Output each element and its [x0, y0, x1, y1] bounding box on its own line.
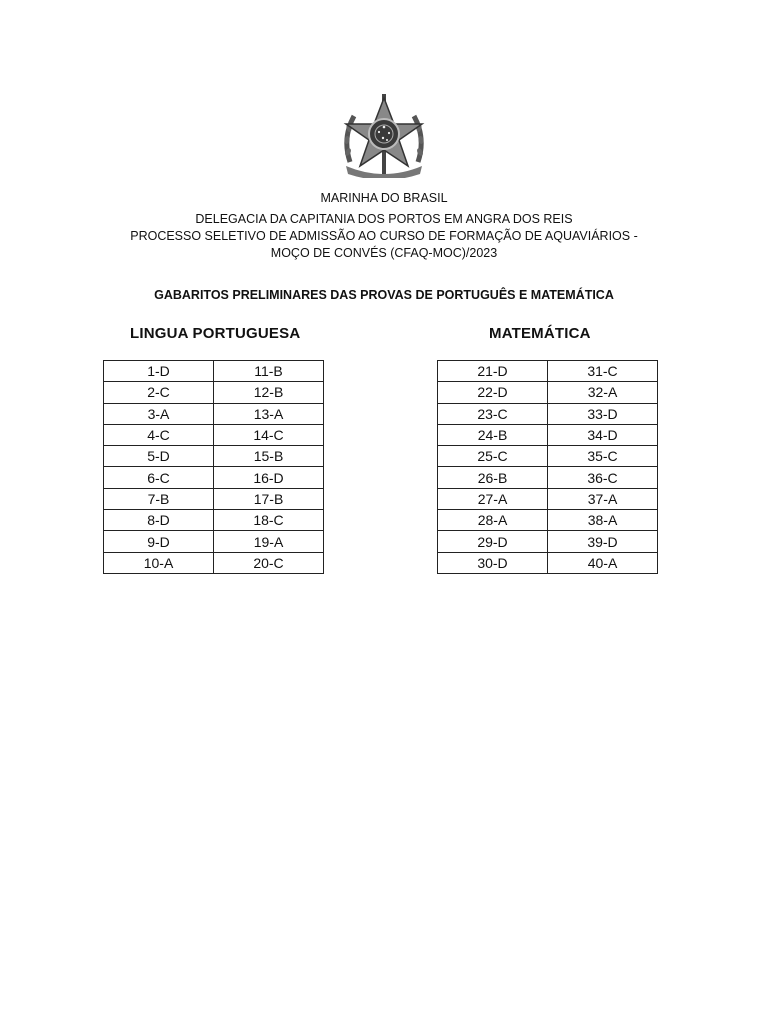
answer-cell: 3-A — [104, 403, 214, 424]
table-row — [104, 403, 324, 424]
answer-cell: 14-C — [214, 424, 324, 445]
answer-cell: 23-C — [438, 403, 548, 424]
table-row — [438, 446, 658, 467]
answer-cell: 24-B — [438, 424, 548, 445]
answer-cell: 35-C — [548, 446, 658, 467]
header-block — [0, 211, 768, 262]
table-row — [104, 552, 324, 573]
answer-cell: 11-B — [214, 361, 324, 382]
coat-of-arms-seal — [336, 92, 432, 178]
table-row — [438, 424, 658, 445]
answer-cell: 16-D — [214, 467, 324, 488]
answer-cell: 18-C — [214, 510, 324, 531]
answer-cell: 12-B — [214, 382, 324, 403]
table-row — [104, 488, 324, 509]
answer-cell: 25-C — [438, 446, 548, 467]
answer-cell: 38-A — [548, 510, 658, 531]
answer-cell: 33-D — [548, 403, 658, 424]
answer-cell: 22-D — [438, 382, 548, 403]
answer-cell: 21-D — [438, 361, 548, 382]
header-line-processo: PROCESSO SELETIVO DE ADMISSÃO AO CURSO DE FORMAÇÃO DE AQUAVIÁRIOS - — [130, 229, 638, 243]
answer-cell: 10-A — [104, 552, 214, 573]
document-title: GABARITOS PRELIMINARES DAS PROVAS DE PORTUGUÊS E MATEMÁTICA — [154, 288, 614, 302]
header-line-delegacia: DELEGACIA DA CAPITANIA DOS PORTOS EM ANGRA DOS REIS — [195, 212, 573, 226]
section-title-matematica: MATEMÁTICA — [489, 325, 591, 342]
table-row — [104, 361, 324, 382]
table-row — [104, 467, 324, 488]
organization-name: MARINHA DO BRASIL — [320, 191, 448, 205]
answer-cell: 37-A — [548, 488, 658, 509]
answer-cell: 7-B — [104, 488, 214, 509]
answer-cell: 8-D — [104, 510, 214, 531]
answer-table-lingua-portuguesa — [103, 360, 324, 574]
table-row — [438, 382, 658, 403]
table-row — [104, 382, 324, 403]
answer-cell: 40-A — [548, 552, 658, 573]
answer-cell: 26-B — [438, 467, 548, 488]
table-row — [438, 552, 658, 573]
answer-cell: 36-C — [548, 467, 658, 488]
answer-cell: 6-C — [104, 467, 214, 488]
table-row — [104, 510, 324, 531]
table-row — [438, 510, 658, 531]
answer-cell: 15-B — [214, 446, 324, 467]
answer-cell: 20-C — [214, 552, 324, 573]
table-row — [438, 361, 658, 382]
table-row — [104, 446, 324, 467]
answer-cell: 2-C — [104, 382, 214, 403]
answer-cell: 1-D — [104, 361, 214, 382]
answer-cell: 29-D — [438, 531, 548, 552]
answer-cell: 27-A — [438, 488, 548, 509]
section-title-lingua-portuguesa: LINGUA PORTUGUESA — [130, 325, 301, 342]
answer-cell: 4-C — [104, 424, 214, 445]
answer-cell: 17-B — [214, 488, 324, 509]
answer-cell: 30-D — [438, 552, 548, 573]
answer-cell: 9-D — [104, 531, 214, 552]
answer-cell: 34-D — [548, 424, 658, 445]
answer-cell: 13-A — [214, 403, 324, 424]
table-row — [438, 403, 658, 424]
table-row — [104, 424, 324, 445]
answer-cell: 28-A — [438, 510, 548, 531]
header-line-curso: MOÇO DE CONVÉS (CFAQ-MOC)/2023 — [270, 246, 498, 260]
answer-cell: 5-D — [104, 446, 214, 467]
table-row — [438, 488, 658, 509]
answer-cell: 39-D — [548, 531, 658, 552]
table-row — [104, 531, 324, 552]
answer-cell: 19-A — [214, 531, 324, 552]
table-row — [438, 531, 658, 552]
answer-table-matematica — [437, 360, 658, 574]
answer-cell: 32-A — [548, 382, 658, 403]
answer-cell: 31-C — [548, 361, 658, 382]
table-row — [438, 467, 658, 488]
